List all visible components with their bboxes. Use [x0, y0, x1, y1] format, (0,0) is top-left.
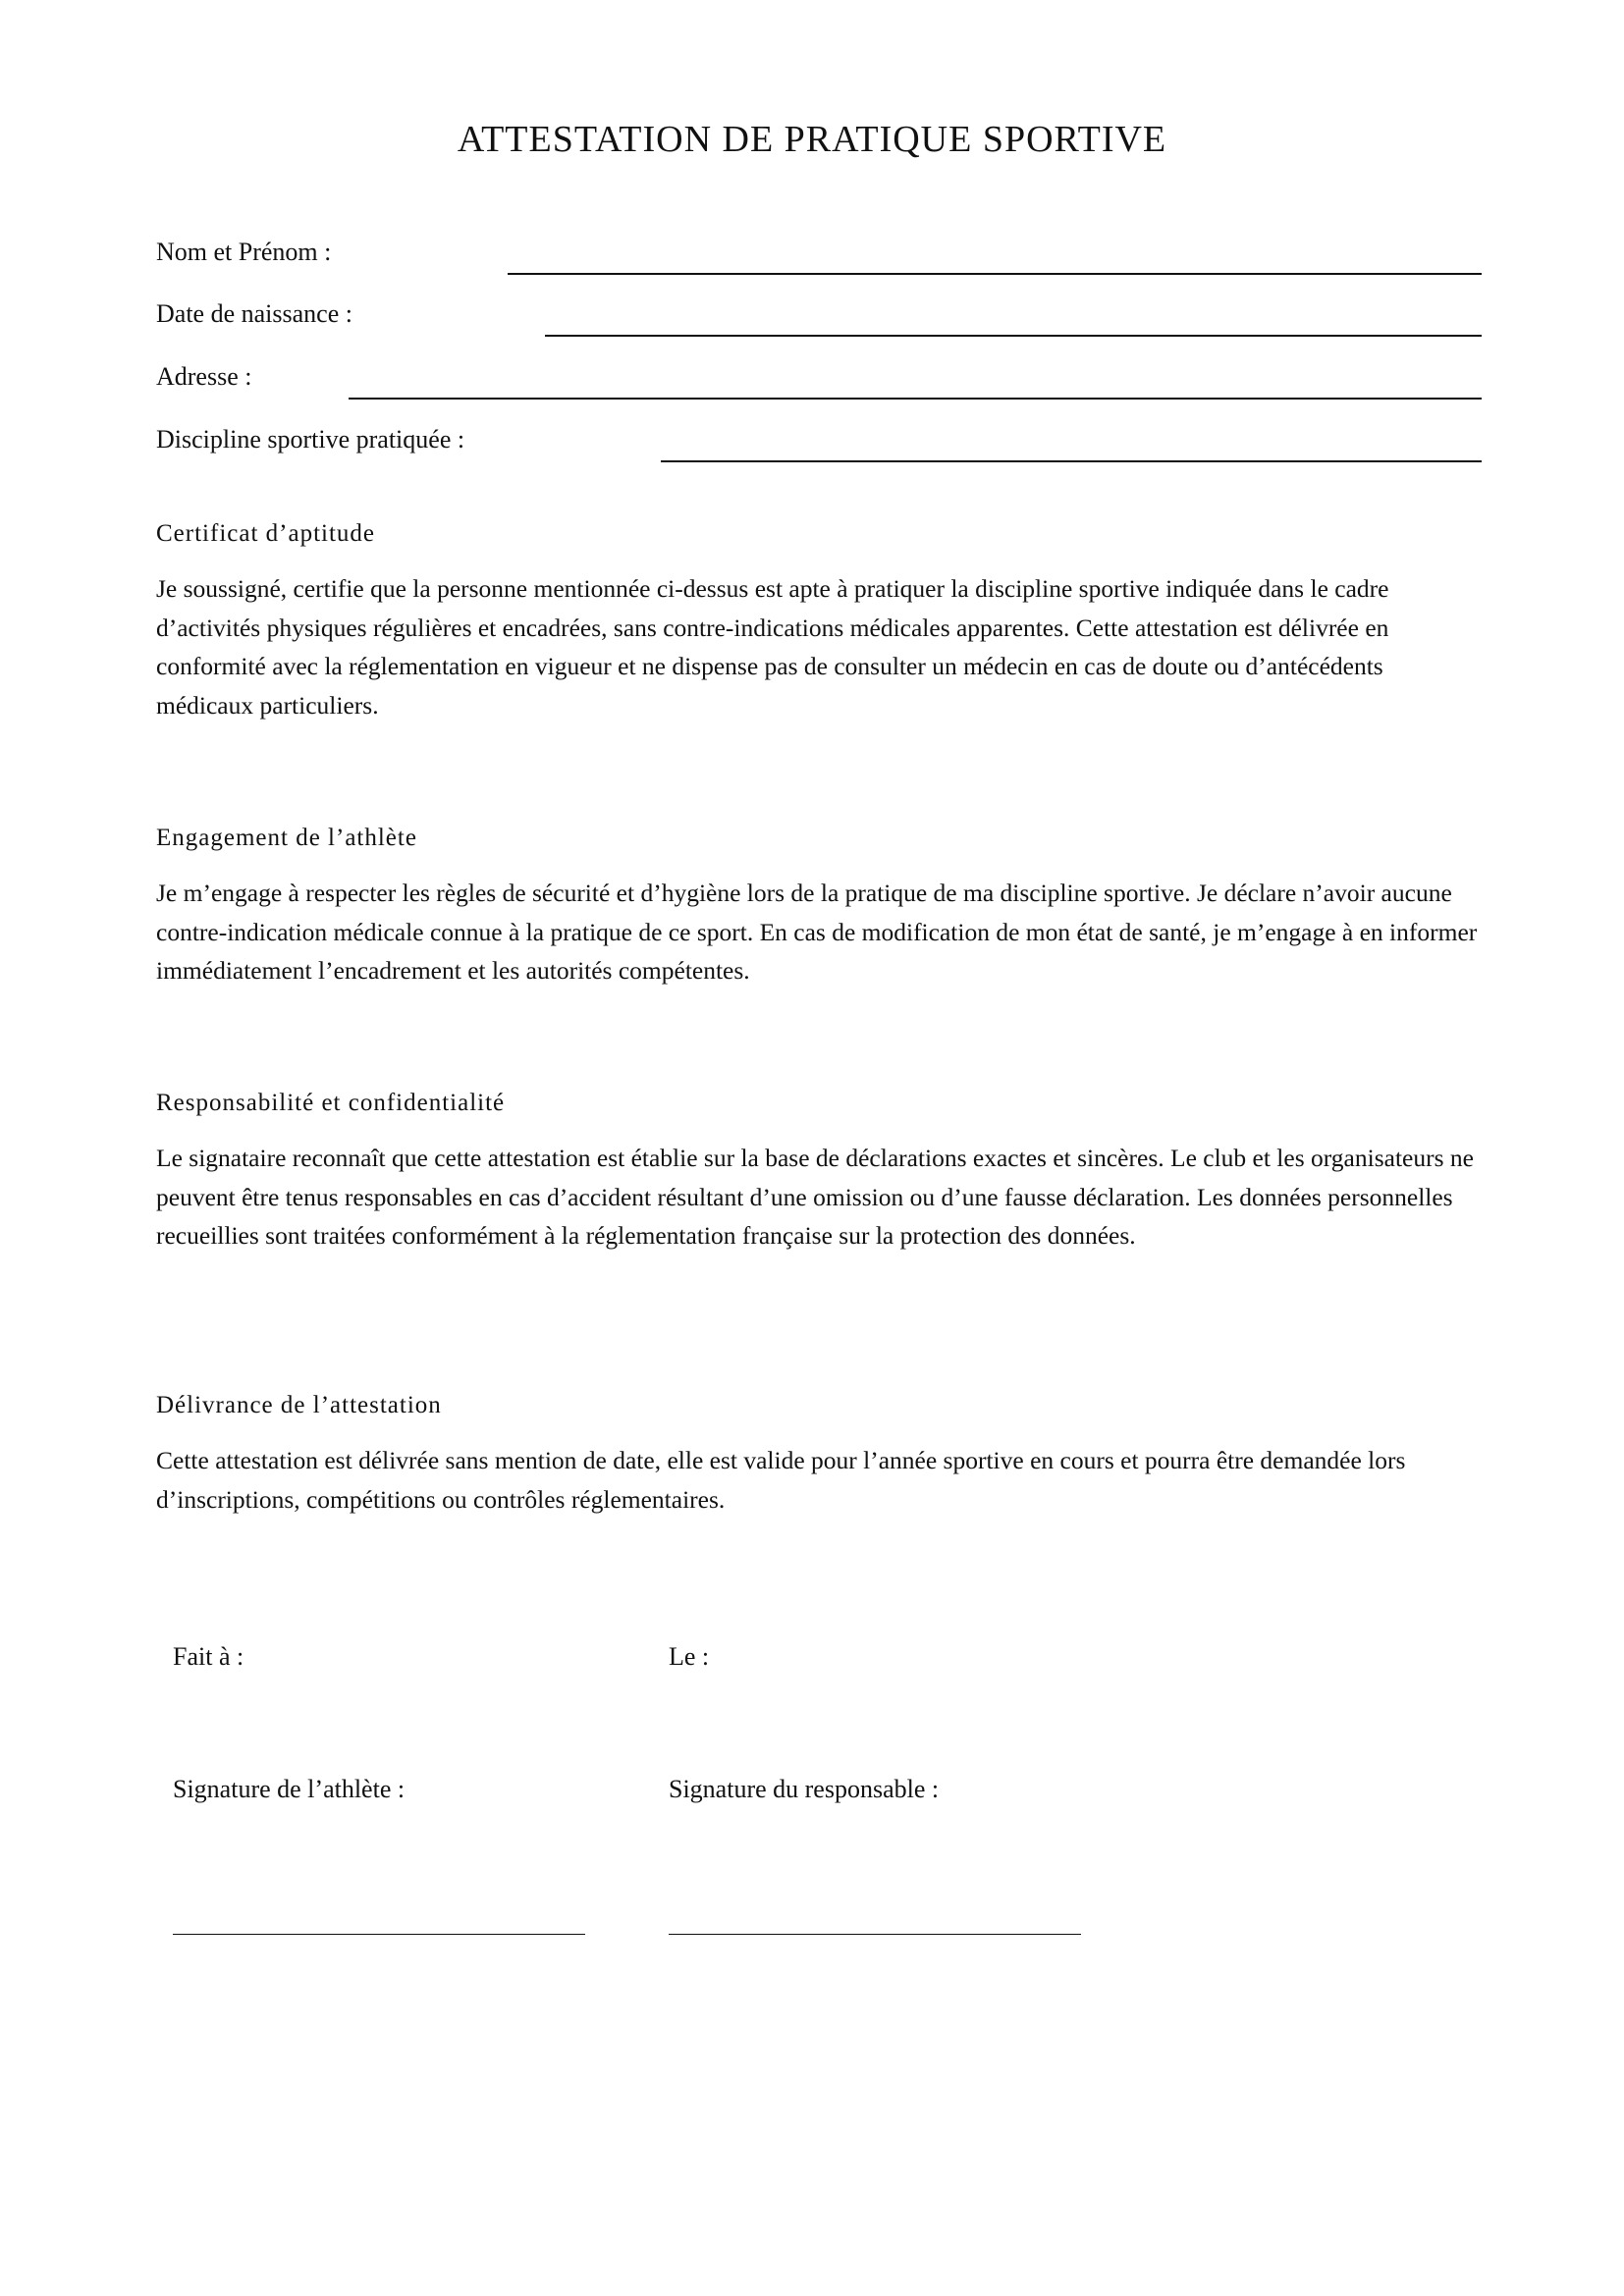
field-date-naissance [156, 297, 1482, 337]
section-body-engagement: Je m’engage à respecter les règles de sécurité et d’hygiène lors de la pratique de ma discipline sportive. Je déclare n’avoir aucune contre-indication médicale connue à la pratique de ce sport. En cas de modification de mon état de santé, je m’engage à en informer immédiatement l’encadrement et les autorités compétentes. [156, 879, 1478, 985]
field-discipline-line[interactable] [661, 460, 1482, 462]
field-nom-prenom-label: Nom et Prénom : [156, 238, 332, 266]
fait-a-label: Fait à : [173, 1642, 244, 1671]
signature-responsable-label: Signature du responsable : [669, 1775, 940, 1803]
section-heading-responsabilite: Responsabilité et confidentialité [156, 1090, 506, 1116]
field-adresse-label: Adresse : [156, 362, 252, 391]
field-discipline [156, 423, 1482, 462]
field-discipline-label: Discipline sportive pratiquée : [156, 425, 465, 454]
field-adresse-line[interactable] [349, 398, 1482, 400]
signature-athlete-line[interactable] [173, 1934, 585, 1935]
field-date-naissance-line[interactable] [545, 335, 1482, 337]
section-body-certificat: Je soussigné, certifie que la personne mentionnée ci-dessus est apte à pratiquer la discipline sportive indiquée dans le cadre d’activités physiques régulières et encadrées, sans contre-indications médicales apparentes. Cette attestation est délivrée en conformité avec la réglementation en vigueur et ne dispense pas de consulter un médecin en cas de doute ou d’antécédents médicaux particuliers. [156, 574, 1389, 720]
section-body-responsabilite: Le signataire reconnaît que cette attestation est établie sur la base de déclarations exactes et sincères. Le club et les organisateurs ne peuvent être tenus responsables en cas d’accident résultant d’une omission ou d’une fausse déclaration. Les données personnelles recueillies sont traitées conformément à la réglementation française sur la protection des données. [156, 1144, 1474, 1250]
field-nom-prenom-line[interactable] [508, 273, 1482, 275]
field-date-naissance-label: Date de naissance : [156, 299, 352, 328]
section-heading-delivrance: Délivrance de l’attestation [156, 1392, 442, 1418]
document-title: ATTESTATION DE PRATIQUE SPORTIVE [457, 119, 1167, 160]
field-nom-prenom [156, 236, 1482, 275]
section-body-delivrance: Cette attestation est délivrée sans mention de date, elle est valide pour l’année sportive en cours et pourra être demandée lors d’inscriptions, compétitions ou contrôles réglementaires. [156, 1446, 1406, 1514]
field-adresse [156, 360, 1482, 400]
section-heading-certificat: Certificat d’aptitude [156, 520, 376, 547]
section-heading-engagement: Engagement de l’athlète [156, 825, 417, 851]
signature-responsable-line[interactable] [669, 1934, 1081, 1935]
signature-athlete-label: Signature de l’athlète : [173, 1775, 406, 1803]
date-le-label: Le : [669, 1642, 710, 1671]
